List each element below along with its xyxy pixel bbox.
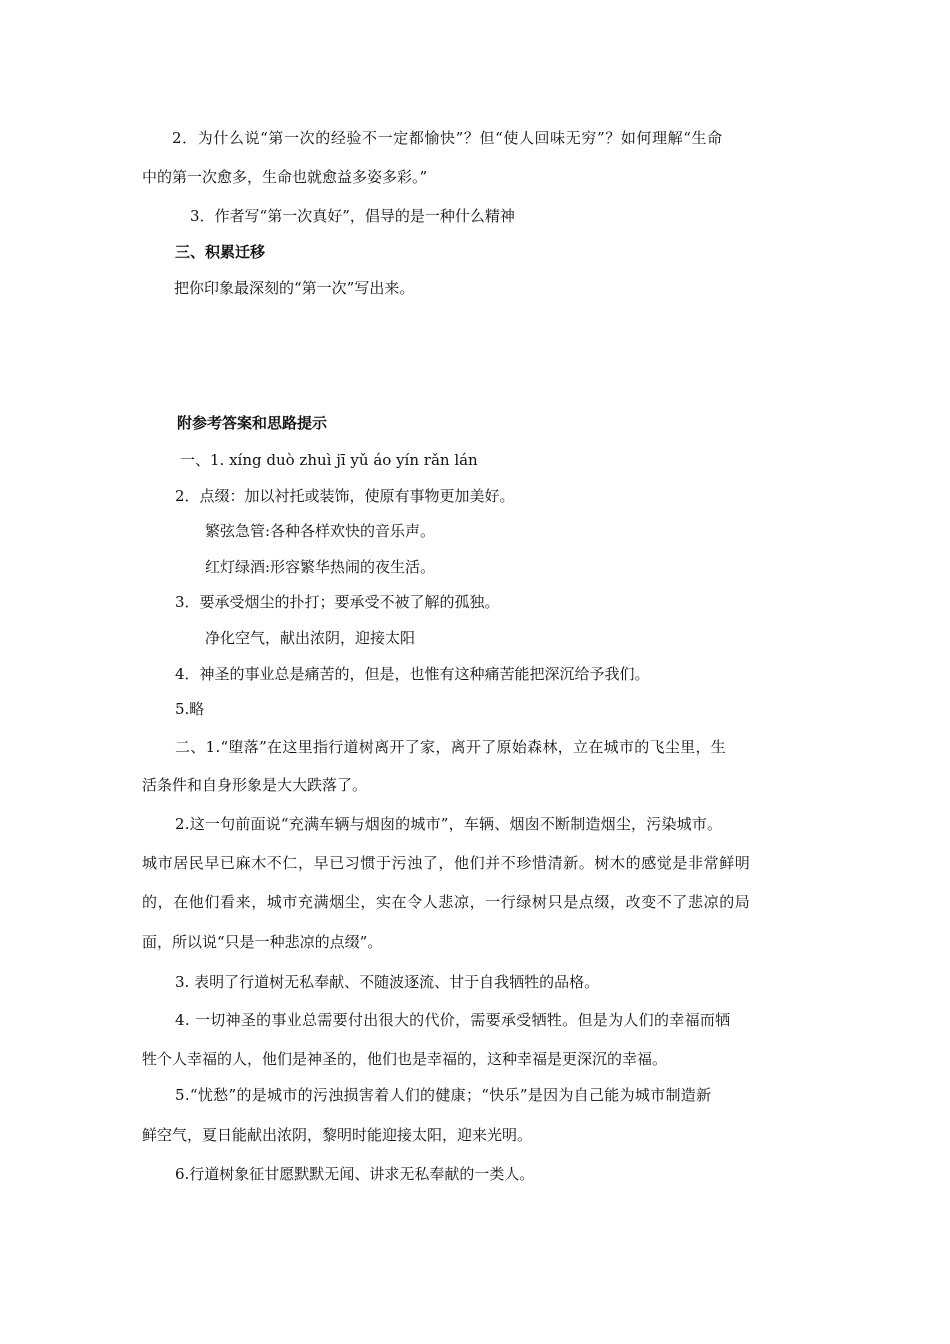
answer-1-5: 5.略 bbox=[175, 700, 205, 718]
answer-2-5-line-1: 5.“忧愁”的是城市的污浊损害着人们的健康；“快乐”是因为自己能为城市制造新 bbox=[175, 1086, 712, 1104]
answer-2-4-line-1: 4. 一切神圣的事业总需要付出很大的代价，需要承受牺牲。但是为人们的幸福而牺 bbox=[175, 1011, 731, 1029]
question-2-line-2: 中的第一次愈多，生命也就愈益多姿多彩。” bbox=[142, 168, 428, 186]
answer-2-1-line-1: 二、1.“堕落”在这里指行道树离开了家，离开了原始森林，立在城市的飞尘里，生 bbox=[175, 738, 727, 756]
question-2-line-1: 2．为什么说“第一次的经验不一定都愉快”？但“使人回味无穷”？如何理解“生命 bbox=[172, 129, 723, 147]
answer-2-2-line-4: 面，所以说“只是一种悲凉的点缀”。 bbox=[142, 933, 383, 951]
question-3: 3．作者写“第一次真好”，倡导的是一种什么精神 bbox=[190, 207, 515, 225]
answer-1-4: 4．神圣的事业总是痛苦的，但是，也惟有这种痛苦能把深沉给予我们。 bbox=[175, 665, 650, 683]
section-three-task: 把你印象最深刻的“第一次”写出来。 bbox=[174, 279, 415, 297]
answer-2-4-line-2: 牲个人幸福的人，他们是神圣的，他们也是幸福的，这种幸福是更深沉的幸福。 bbox=[142, 1050, 668, 1068]
answer-2-6: 6.行道树象征甘愿默默无闻、讲求无私奉献的一类人。 bbox=[175, 1165, 535, 1183]
answer-2-2-line-3: 的，在他们看来，城市充满烟尘，实在令人悲凉，一行绿树只是点缀，改变不了悲凉的局 bbox=[142, 893, 751, 911]
answer-2-1-line-2: 活条件和自身形象是大大跌落了。 bbox=[142, 776, 368, 794]
answer-1-2-sub-1: 繁弦急管:各种各样欢快的音乐声。 bbox=[205, 522, 436, 540]
answer-2-2-line-1: 2.这一句前面说“充满车辆与烟囱的城市”，车辆、烟囱不断制造烟尘，污染城市。 bbox=[175, 815, 723, 833]
answer-2-3: 3. 表明了行道树无私奉献、不随波逐流、甘于自我牺牲的品格。 bbox=[175, 973, 600, 991]
answer-2-5-line-2: 鲜空气，夏日能献出浓阴，黎明时能迎接太阳，迎来光明。 bbox=[142, 1126, 533, 1144]
answer-1-3-sub: 净化空气，献出浓阴，迎接太阳 bbox=[205, 629, 416, 647]
answers-heading: 附参考答案和思路提示 bbox=[177, 414, 328, 432]
answer-2-2-line-2: 城市居民早已麻木不仁，早已习惯于污浊了，他们并不珍惜清新。树木的感觉是非常鲜明 bbox=[142, 854, 751, 872]
section-three-heading: 三、积累迁移 bbox=[175, 243, 266, 261]
answer-1-2: 2．点缀：加以衬托或装饰，使原有事物更加美好。 bbox=[175, 487, 515, 505]
answer-1-1-pinyin: 一、1. xíng duò zhuì jī yǔ áo yín rǎn lán bbox=[180, 451, 478, 469]
answer-1-3: 3．要承受烟尘的扑打；要承受不被了解的孤独。 bbox=[175, 593, 500, 611]
answer-1-2-sub-2: 红灯绿酒:形容繁华热闹的夜生活。 bbox=[205, 558, 436, 576]
